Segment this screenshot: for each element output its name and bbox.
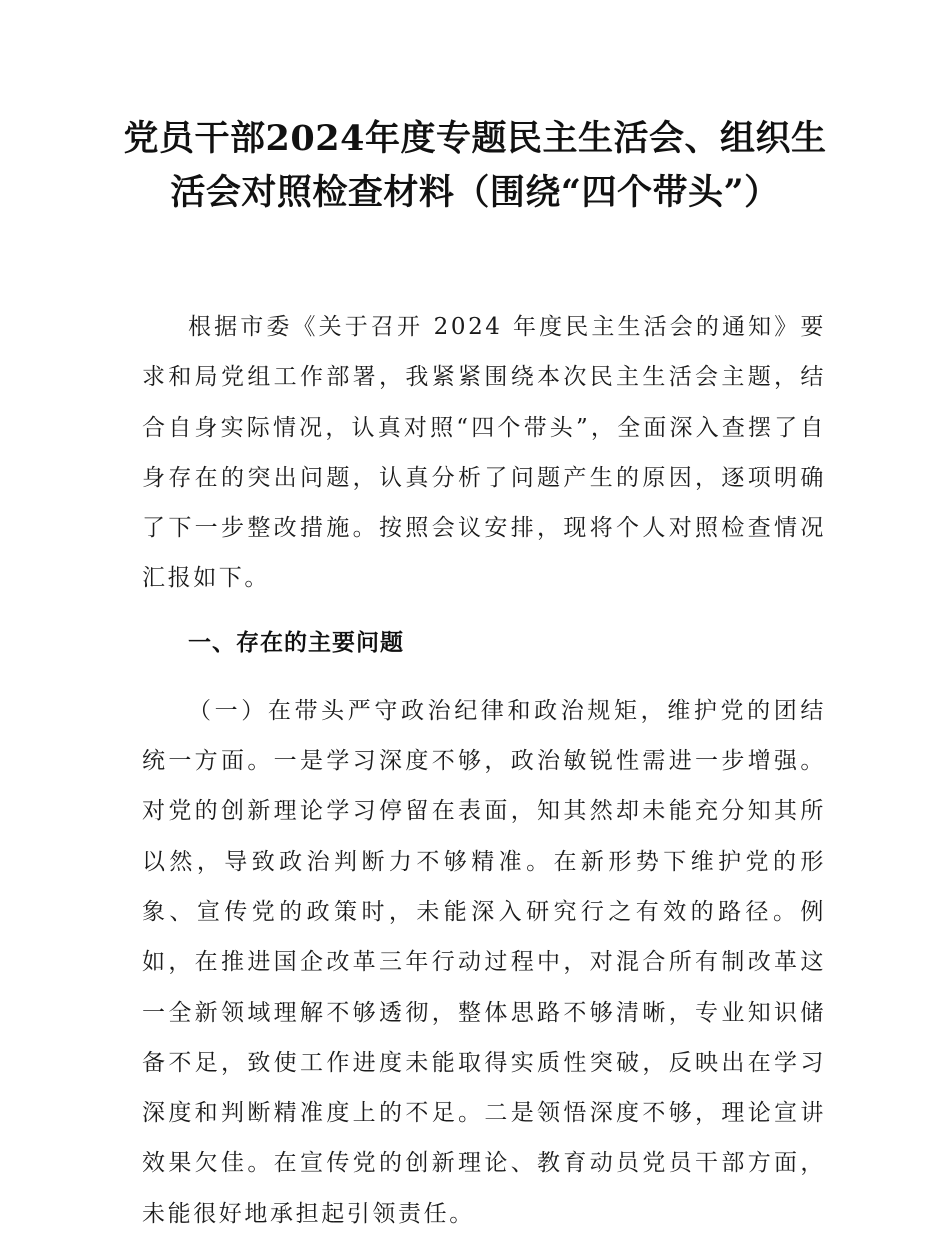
document-body	[142, 302, 826, 1239]
section-paragraph: （一）在带头严守政治纪律和政治规矩，维护党的团结统一方面。一是学习深度不够，政治敏锐性需进一步增强。对党的创新理论学习停留在表面，知其然却未能充分知其所以然，导致政治判断力不够精准。在新形势下维护党的形象、宣传党的政策时，未能深入研究行之有效的路径。例如，在推进国企改革三年行动过程中，对混合所有制改革这一全新领域理解不够透彻，整体思路不够清晰，专业知识储备不足，致使工作进度未能取得实质性突破，反映出在学习深度和判断精准度上的不足。二是领悟深度不够，理论宣讲效果欠佳。在宣传党的创新理论、教育动员党员干部方面，未能很好地承担起引领责任。	[142, 697, 826, 1227]
section-heading-problems: 一、存在的主要问题	[188, 628, 404, 656]
intro-paragraph: 根据市委《关于召开 2024 年度民主生活会的通知》要求和局党组工作部署，我紧紧围绕本次民主生活会主题，结合自身实际情况，认真对照“四个带头”，全面深入查摆了自身存在的突出问题，认真分析了问题产生的原因，逐项明确了下一步整改措施。按照会议安排，现将个人对照检查情况汇报如下。	[142, 314, 826, 592]
document-title: 党员干部2024年度专题民主生活会、组织生活会对照检查材料（围绕“四个带头”）	[123, 118, 827, 213]
